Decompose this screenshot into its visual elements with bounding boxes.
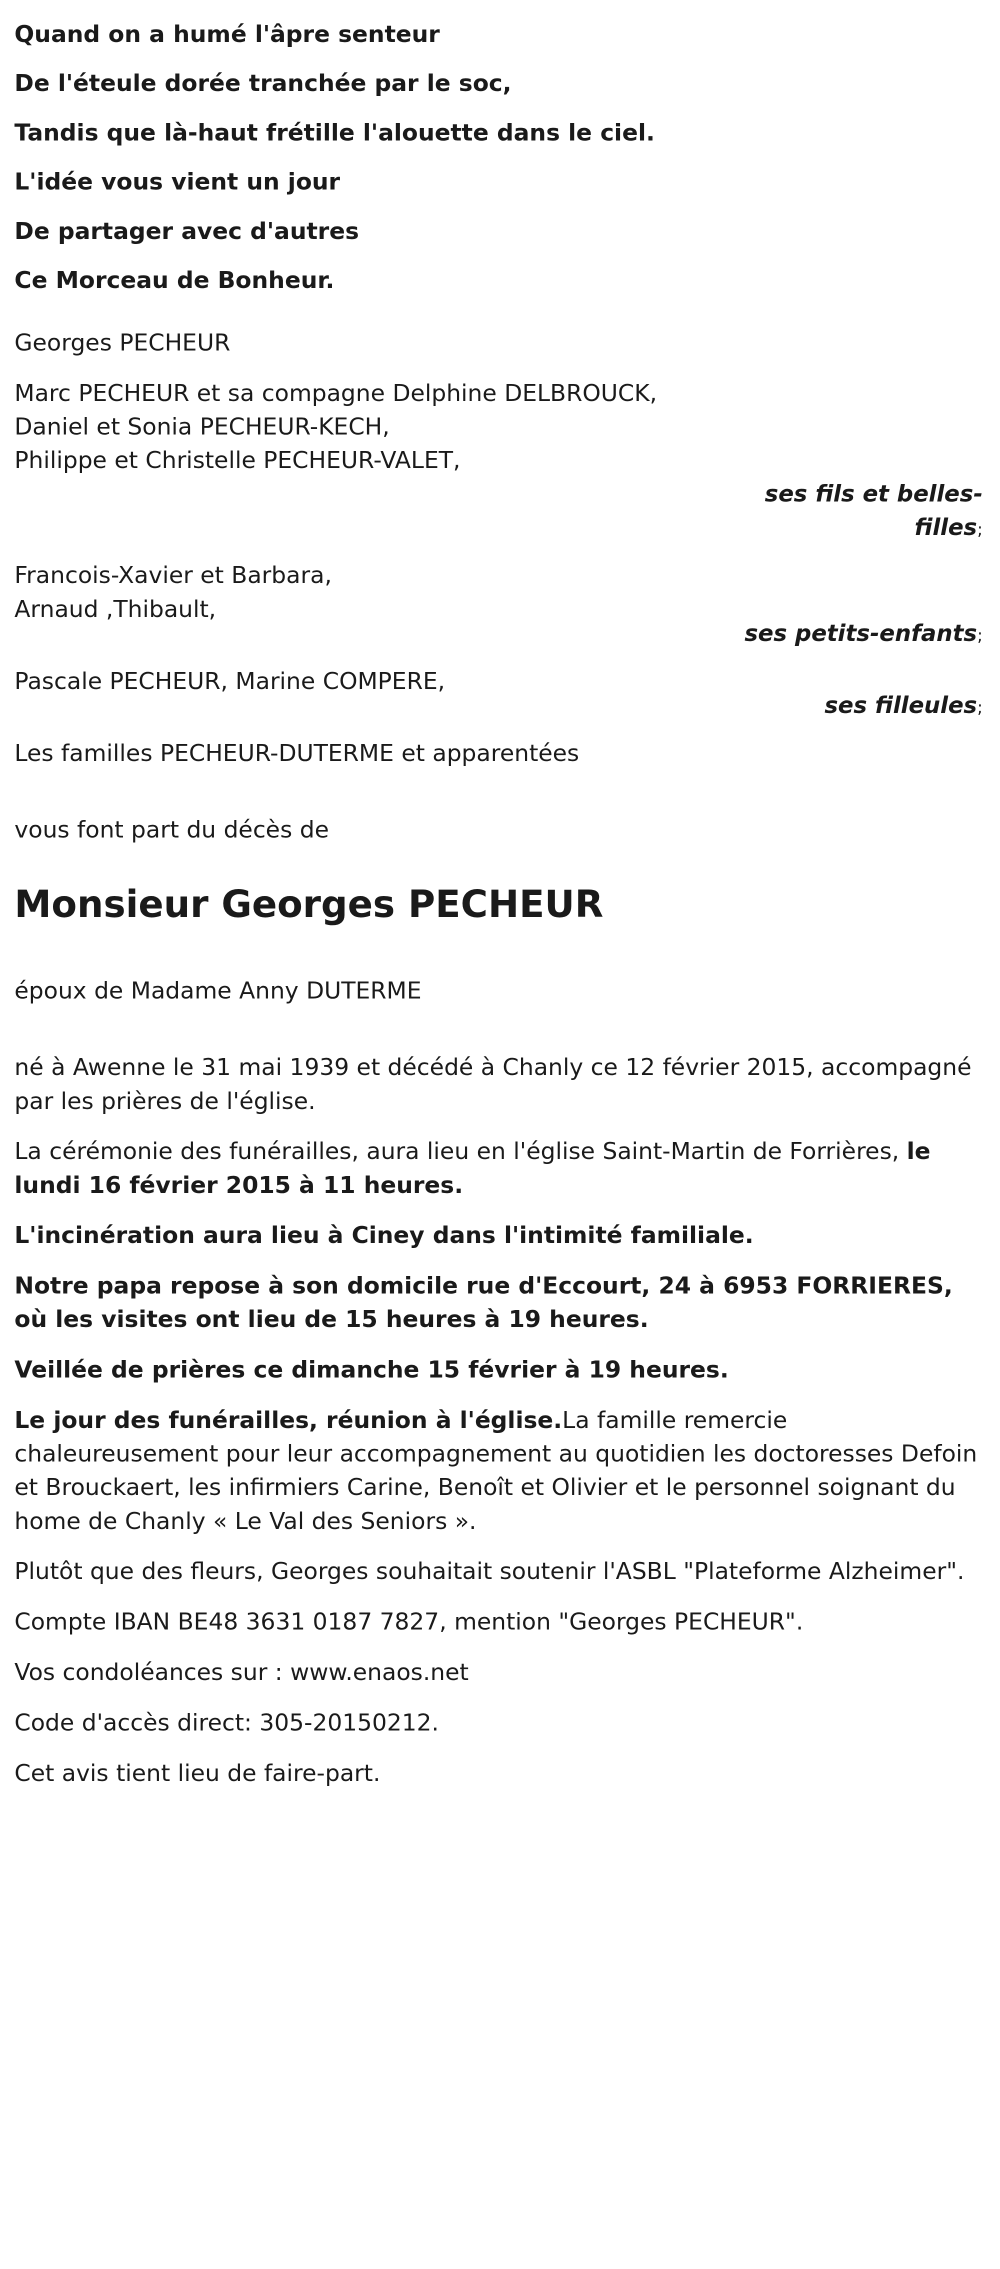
son-line: Philippe et Christelle PECHEUR-VALET, [14,446,461,475]
role-label: filles; [914,514,983,542]
role-label: ses filleules; [824,692,983,719]
incineration-text: L'incinération aura lieu à Ciney dans l'intimité familiale. [14,1221,754,1250]
goddaughters-line: Pascale PECHEUR, Marine COMPERE, [14,667,446,695]
spouse-line: époux de Madame Anny DUTERME [14,976,422,1005]
repose-text: Notre papa repose à son domicile rue d'Eccourt, 24 à 6953 FORRIERES, où les visites ont lieu de 15 heures à 19 heures. [14,1272,953,1334]
grandchild-line: Arnaud ,Thibault, [14,595,217,623]
iban-text: Compte IBAN BE48 3631 0187 7827, mention "Georges PECHEUR". [14,1608,804,1636]
role-label: ses petits-enfants; [744,620,983,647]
poem-line: De partager avec d'autres [14,217,360,245]
announce-line: vous font part du décès de [14,816,329,844]
birth-death-text: né à Awenne le 31 mai 1939 et décédé à Chanly ce 12 février 2015, accompagné par les prières de l'église. [14,1053,972,1115]
poem-line: L'idée vous vient un jour [14,168,341,196]
poem-line: De l'éteule dorée tranchée par le soc, [14,69,512,98]
widower-name: Georges PECHEUR [14,328,231,357]
flowers-text: Plutôt que des fleurs, Georges souhaitait soutenir l'ASBL "Plateforme Alzheimer". [14,1557,965,1586]
poem-line: Quand on a humé l'âpre senteur [14,20,440,48]
sons-role [14,478,985,548]
notice-text: Cet avis tient lieu de faire-part. [14,1759,381,1787]
ceremony-date: le lundi 16 février 2015 à 11 heures. [14,1137,931,1199]
ceremony-paragraph [14,1135,985,1202]
condolences-text: Vos condoléances sur : www.enaos.net [14,1658,469,1687]
families-line: Les familles PECHEUR-DUTERME et apparentées [14,739,580,767]
role-label: ses fils et belles- [764,481,983,508]
thanks-text: La famille remercie chaleureusement pour leur accompagnement au quotidien les doctoresses Defoin et Brouckaert, les infirmiers Carine, Benoît et Olivier et le personnel soignant du home de Chanly « Le Val des Seniors ». [14,1406,978,1535]
thanks-paragraph [14,1404,985,1538]
poem [14,10,985,305]
ceremony-text: La cérémonie des funérailles, aura lieu en l'église Saint-Martin de Forrières, [14,1137,907,1166]
access-code-text: Code d'accès direct: 305-20150212. [14,1708,439,1737]
poem-line: Ce Morceau de Bonheur. [14,266,335,294]
son-line: Daniel et Sonia PECHEUR-KECH, [14,412,390,441]
deceased-name: Monsieur Georges PECHEUR [14,883,604,927]
reunion-text: Le jour des funérailles, réunion à l'église. [14,1406,563,1434]
veillee-text: Veillée de prières ce dimanche 15 février à 19 heures. [14,1356,729,1384]
son-line: Marc PECHEUR et sa compagne Delphine DELBROUCK, [14,379,658,407]
poem-line: Tandis que là-haut frétille l'alouette dans le ciel. [14,118,655,147]
grandchild-line: Francois-Xavier et Barbara, [14,561,332,590]
